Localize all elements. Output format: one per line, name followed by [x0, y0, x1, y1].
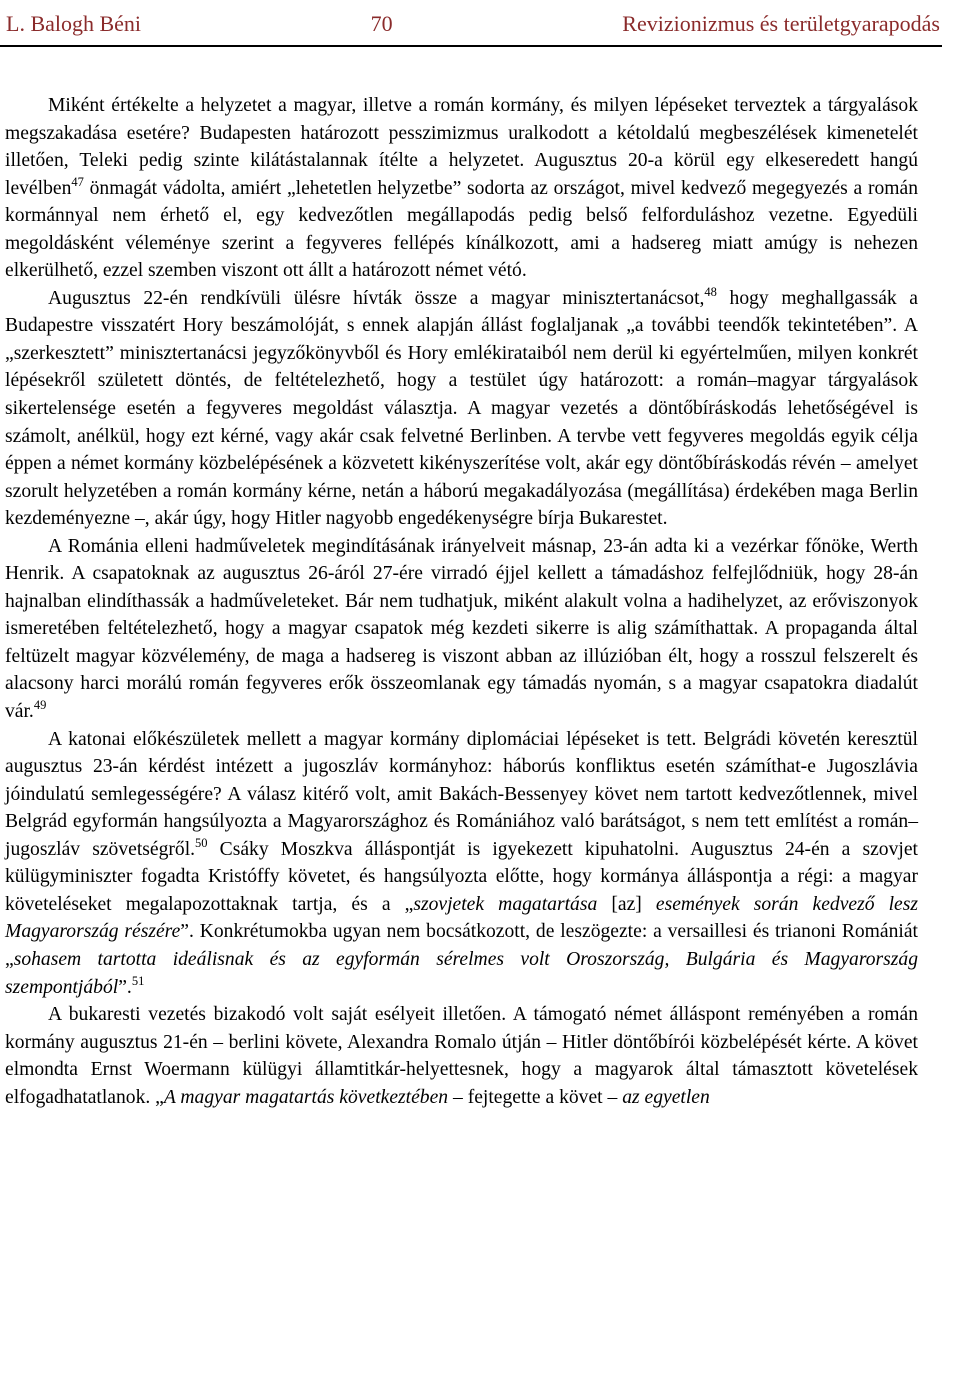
paragraph [5, 92, 918, 285]
paragraph [5, 726, 918, 1001]
italic-quote: szovjetek magatartása [413, 893, 598, 915]
text-run: Csáky Moszkva álláspontját is igyekezett kipuhatolni. Augusztus 24-én a szovjet külügyminiszter fogadta Kristóffy követet, és hangsúlyozta előtte, hogy kormánya álláspontja a régi: a magyar követeléseket megalapozottaknak tartja, és a „ [5, 838, 918, 915]
paragraph [5, 285, 918, 533]
italic-quote: A magyar magatartás következtében [163, 1086, 449, 1108]
text-run: A katonai előkészületek mellett a magyar kormány diplomáciai lépéseket is tett. Belgrádi követén keresztül augusztus 23-án kérdést intézett a jugoszláv kormányhoz: háborús konfliktus esetén számíthat-e Jugoszlávia jóindulatú semlegességére? A válasz kitérő volt, amit Bakách-Bessenyey követ nem tartott kedvezőtlennek, mivel Belgrád egyformán hangsúlyozta a Magyarországhoz és Romániához való barátságot, s nem tett említést a román–jugoszláv szövetségről. [5, 728, 918, 860]
footnote-ref: 51 [131, 973, 145, 988]
running-header [6, 8, 940, 40]
text-run: önmagát vádolta, amiért „lehetetlen helyzetbe” sodorta az országot, mivel kedvező megegyezés a román kormánnyal nem érhető el, egy kedvezőtlen megállapodás pedig belső felforduláshoz vezetne. Egyedüli megoldásként véleménye szerint a fegyveres fellépés kínálkozott, ami a hadsereg miatt amúgy is nehezen elkerülhető, ezzel szemben viszont ott állt a határozott német vétó. [5, 177, 918, 282]
text-run: ”. Konkrétumokba ugyan nem bocsátkozott, de leszögezte: a versaillesi és trianoni Romániát „ [5, 921, 919, 970]
footnote-ref: 50 [195, 835, 208, 850]
header-title: Revizionizmus és területgyarapodás [622, 11, 940, 36]
text-run: A bukaresti vezetés bizakodó volt saját esélyeit illetően. A támogató német álláspont reményében a román kormány augusztus 21-én – berlini követe, Alexandra Romalo útján – Hitler döntőbírói közbelépését kérte. A követ elmondta Ernst Woermann külügyi államtitkár-helyettesnek, hogy a magyarok által támasztott követelések elfogadhatatlanok. „ [5, 1004, 918, 1108]
italic-quote: sohasem tartotta ideálisnak és az egyformán sérelmes volt Oroszország, Bulgária és Magyarország szempontjából [5, 948, 918, 998]
text-run: [az] [597, 893, 656, 915]
paragraph [5, 1001, 918, 1111]
header-page-number: 70 [370, 11, 393, 36]
text-run: Miként értékelte a helyzetet a magyar, illetve a román kormány, és milyen lépéseket terveztek a tárgyalások megszakadása esetére? Budapesten határozott pesszimizmus uralkodott a kétoldalú megbeszélések kimenetelét illetően, Teleki pedig szinte kilátástalannak ítélte a helyzetet. Augusztus 20-a körül egy elkeseredett hangú levélben [5, 95, 918, 199]
italic-quote: események során kedvező lesz Magyarország részére [5, 893, 919, 943]
text-run: – fejtegette a követ – [448, 1086, 623, 1108]
text-run: ”. [118, 976, 132, 998]
footnote-ref: 47 [71, 174, 84, 189]
footnote-ref: 49 [33, 698, 47, 713]
paragraph [5, 533, 918, 726]
italic-quote: az egyetlen [622, 1086, 710, 1108]
text-run: hogy meghallgassák a Budapestre visszatért Hory beszámolóját, s ennek alapján állást foglaljanak „a további teendők tekintetében”. A „szerkesztett” minisztertanácsi jegyzőkönyvből és Hory emlékirataiból nem derül ki egyértelműen, milyen konkrét lépésekről született döntés, de feltételezhető, hogy a testület úgy határozott: a román–magyar tárgyalások sikertelensége esetén a fegyveres megoldást választja. A magyar vezetés a döntőbíráskodás lehetőségével is számolt, anélkül, hogy ezt kérné, vagy akár csak felvetné Berlinben. A tervbe vett fegyveres megoldás egyik célja éppen a német kormány közbelépésének a közvetett kikényszerítése volt, akár egy döntőbíráskodás révén – amelyet szorult helyzetében a román kormány kérne, netán a háború megakadályozása (megállítása) érdekében maga Berlin kezdeményezne –, akár úgy, hogy Hitler nagyobb engedékenységre bírja Bukarestet. [5, 287, 918, 530]
footnote-ref: 48 [704, 284, 717, 299]
header-rule [0, 45, 942, 47]
body-text [5, 92, 918, 1111]
text-run: A Románia elleni hadműveletek megindításának irányelveit másnap, 23-án adta ki a vezérkar főnöke, Werth Henrik. A csapatoknak az augusztus 26-áról 27-ére virradó éjjel kellett a támadáshoz felfejlődniük, hogy 28-án hajnalban elindíthassák a hadműveleteket. Bár nem tudhatjuk, miként alakult volna a hadihelyzet, az erőviszonyok ismeretében feltételezhető, hogy a magyar csapatok még kezdeti sikerre is alig számíthattak. A propaganda által feltüzelt magyar közvélemény, de maga a hadsereg is viszont abban az illúzióban élt, hogy a rosszul felszerelt és alacsony harci morálú román fegyveres erők összeomlanak egy támadás nyomán, s a magyar csapatokra diadalút vár. [5, 535, 918, 723]
text-run: Augusztus 22-én rendkívüli ülésre hívták össze a magyar minisztertanácsot, [48, 287, 705, 309]
header-author: L. Balogh Béni [6, 11, 142, 36]
